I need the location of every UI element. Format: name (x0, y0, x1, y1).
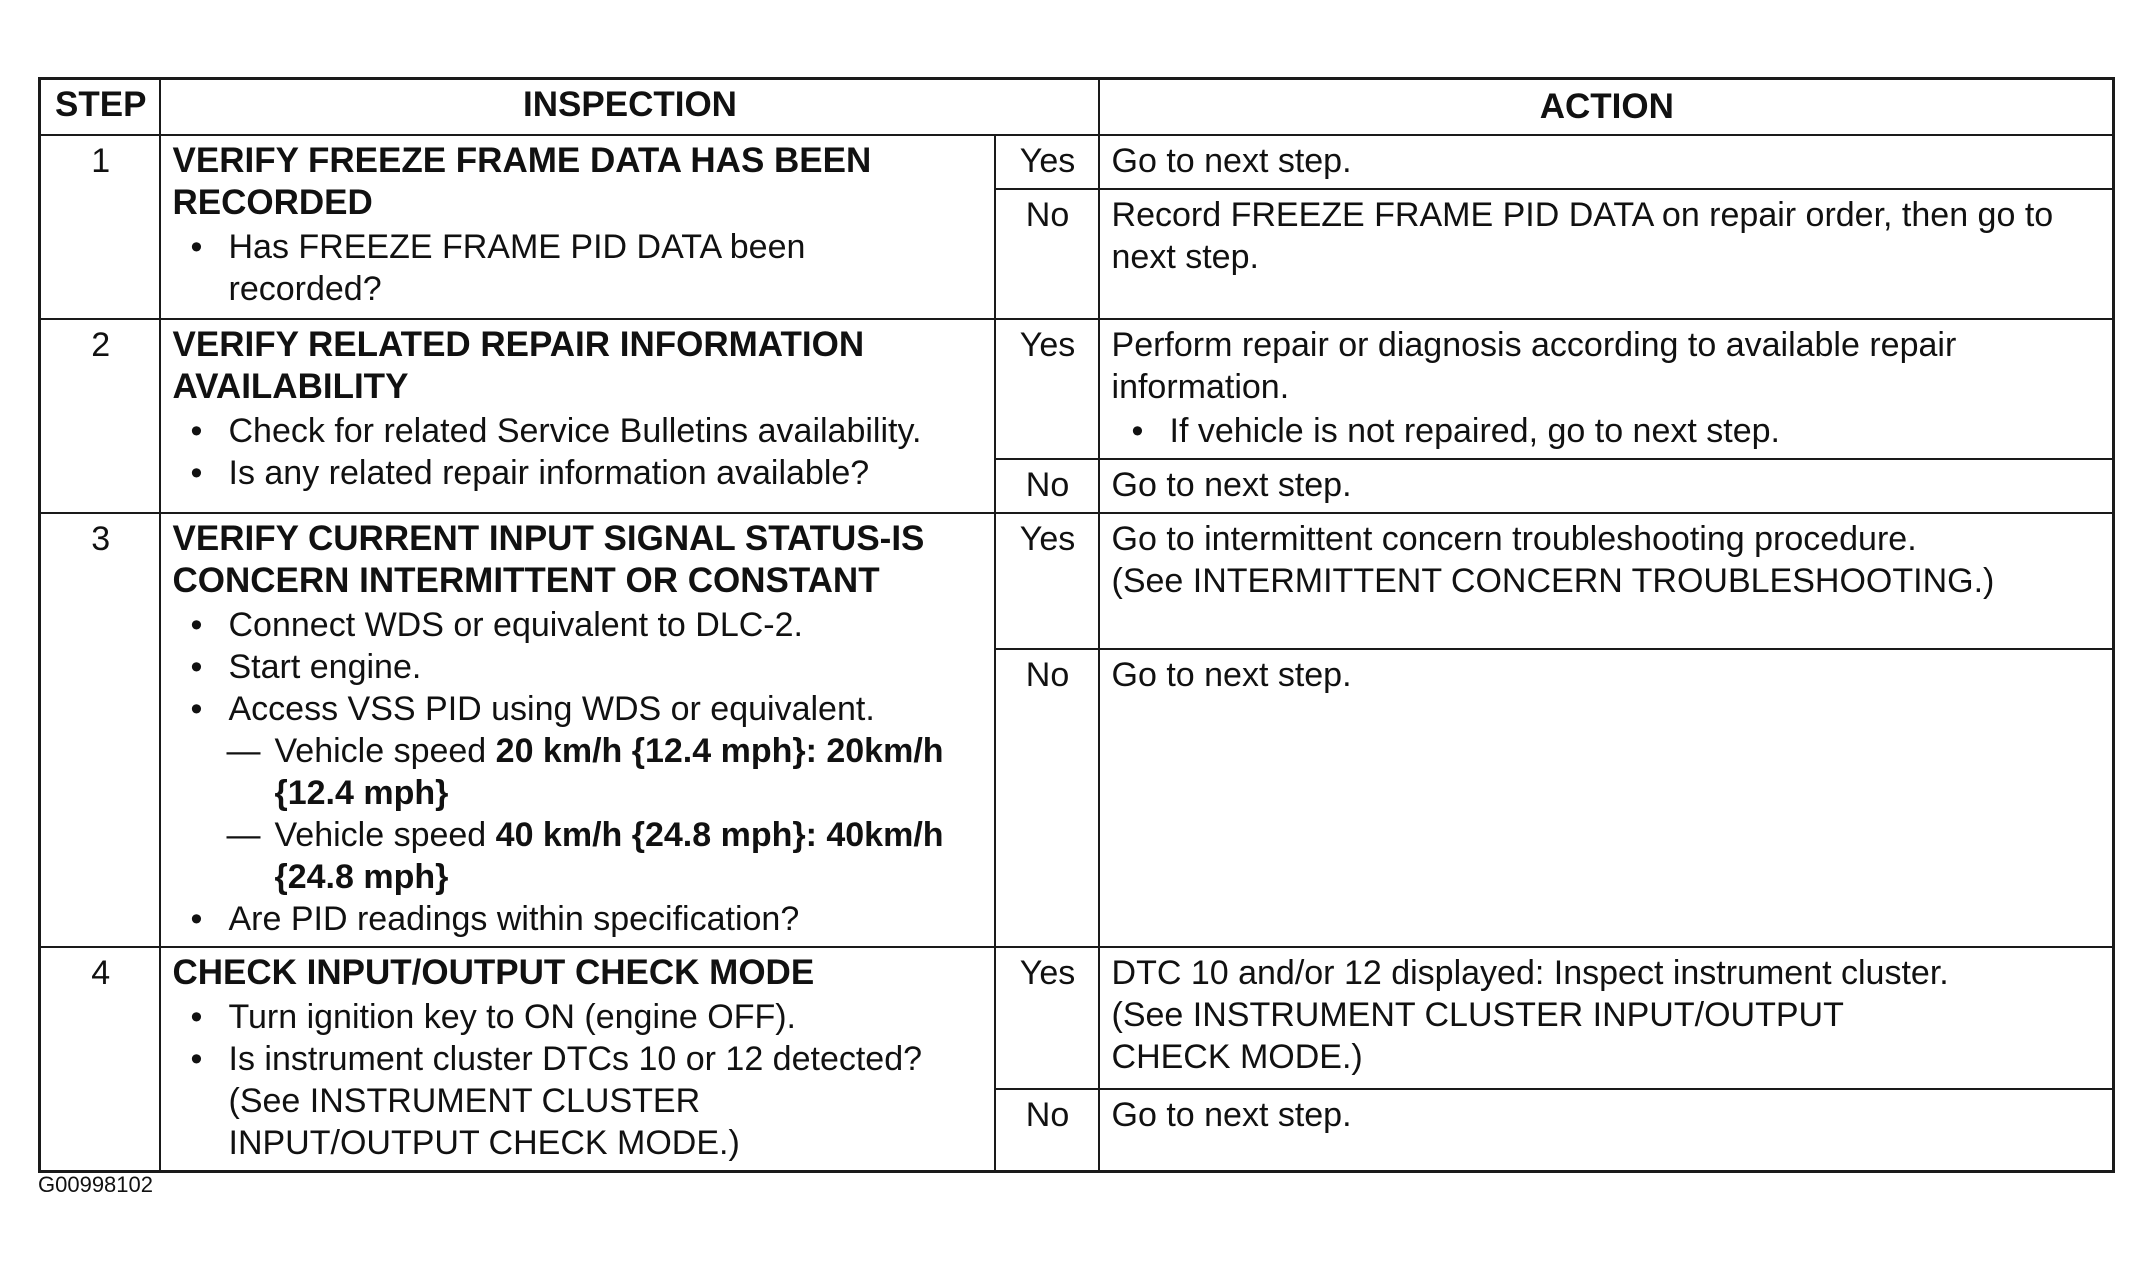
yes-action (1099, 319, 2114, 459)
yes-label: Yes (995, 319, 1099, 459)
yes-label: Yes (995, 135, 1099, 189)
header-action: ACTION (1099, 79, 2114, 136)
step-3-yes-row (40, 513, 2114, 649)
heading-line: AVAILABILITY (172, 367, 409, 406)
header-step: STEP (40, 79, 160, 136)
yes-action: Go to next step. (1099, 135, 2114, 189)
no-label: No (995, 459, 1099, 513)
bullet-text: Access VSS PID using WDS or equivalent. (228, 690, 875, 728)
inspection-cell (160, 135, 995, 319)
step-1-yes-row (40, 135, 2114, 189)
heading-line: VERIFY FREEZE FRAME DATA HAS BEEN (172, 141, 872, 180)
yes-label: Yes (995, 947, 1099, 1089)
bullet-item: • Is instrument cluster DTCs 10 or 12 detected? (229, 1038, 984, 1080)
bullet-item: • If vehicle is not repaired, go to next step. (1170, 410, 2103, 452)
yes-action-text: Perform repair or diagnosis according to available repair information. (1111, 326, 1957, 406)
heading-line: RECORDED (172, 183, 373, 222)
diagnostic-procedure-table (38, 77, 2115, 1173)
yes-action-line: (See INTERMITTENT CONCERN TROUBLESHOOTING.) (1111, 562, 1995, 600)
sub-item-spec: 40 km/h {24.8 mph}: 40km/h {24.8 mph} (274, 816, 944, 896)
bullet-item: • Connect WDS or equivalent to DLC-2. (229, 604, 984, 646)
yes-action (1099, 947, 2114, 1089)
header-inspection: INSPECTION (160, 79, 1099, 136)
sub-item-spec: 20 km/h {12.4 mph}: 20km/h {12.4 mph} (274, 732, 944, 812)
no-action: Record FREEZE FRAME PID DATA on repair order, then go to next step. (1099, 189, 2114, 319)
step-number: 4 (40, 947, 160, 1172)
inspection-bullets (173, 996, 984, 1080)
diagnostic-procedure-table-wrapper (38, 77, 2112, 1173)
no-action: Go to next step. (1099, 1089, 2114, 1171)
sub-items (227, 730, 984, 898)
step-2-yes-row (40, 319, 2114, 459)
bullet-item: • Has FREEZE FRAME PID DATA been recorded? (229, 226, 869, 310)
inspection-cell (160, 513, 995, 947)
heading-line: VERIFY CURRENT INPUT SIGNAL STATUS-IS (172, 519, 925, 558)
no-action: Go to next step. (1099, 649, 2114, 947)
sub-item-prefix: Vehicle speed (274, 816, 496, 854)
sub-item (275, 730, 965, 814)
bullet-item: • Turn ignition key to ON (engine OFF). (229, 996, 984, 1038)
action-bullets (1112, 410, 2103, 452)
step-4-yes-row (40, 947, 2114, 1089)
no-label: No (995, 1089, 1099, 1171)
yes-label: Yes (995, 513, 1099, 649)
bullet-item: • Check for related Service Bulletins availability. (229, 410, 984, 452)
header-row (40, 79, 2114, 136)
heading-line: CONCERN INTERMITTENT OR CONSTANT (172, 561, 880, 600)
sub-item-prefix: Vehicle speed (274, 732, 496, 770)
inspection-heading (173, 518, 984, 602)
no-label: No (995, 649, 1099, 947)
inspection-note: (See INSTRUMENT CLUSTER INPUT/OUTPUT CHECK MODE.) (228, 1082, 740, 1162)
inspection-heading (173, 140, 984, 224)
step-number: 1 (40, 135, 160, 319)
inspection-bullets (173, 226, 984, 310)
yes-action-line: DTC 10 and/or 12 displayed: Inspect instrument cluster. (1111, 954, 1949, 992)
bullet-item: • Start engine. (229, 646, 984, 688)
step-number: 3 (40, 513, 160, 947)
yes-action (1099, 513, 2114, 649)
bullet-item (229, 688, 984, 898)
bullet-item: • Is any related repair information available? (229, 452, 984, 494)
inspection-bullets (173, 604, 984, 940)
step-number: 2 (40, 319, 160, 513)
inspection-heading (173, 324, 984, 408)
inspection-cell (160, 319, 995, 513)
yes-action-line: Go to intermittent concern troubleshooting procedure. (1111, 520, 1917, 558)
bullet-item: • Are PID readings within specification? (229, 898, 984, 940)
no-label: No (995, 189, 1099, 319)
figure-code: G00998102 (38, 1172, 153, 1197)
inspection-bullets (173, 410, 984, 494)
inspection-heading: CHECK INPUT/OUTPUT CHECK MODE (172, 953, 815, 992)
no-action: Go to next step. (1099, 459, 2114, 513)
inspection-cell (160, 947, 995, 1172)
heading-line: VERIFY RELATED REPAIR INFORMATION (172, 325, 865, 364)
sub-item (275, 814, 965, 898)
yes-action-line: (See INSTRUMENT CLUSTER INPUT/OUTPUT CHECK MODE.) (1111, 996, 1844, 1076)
